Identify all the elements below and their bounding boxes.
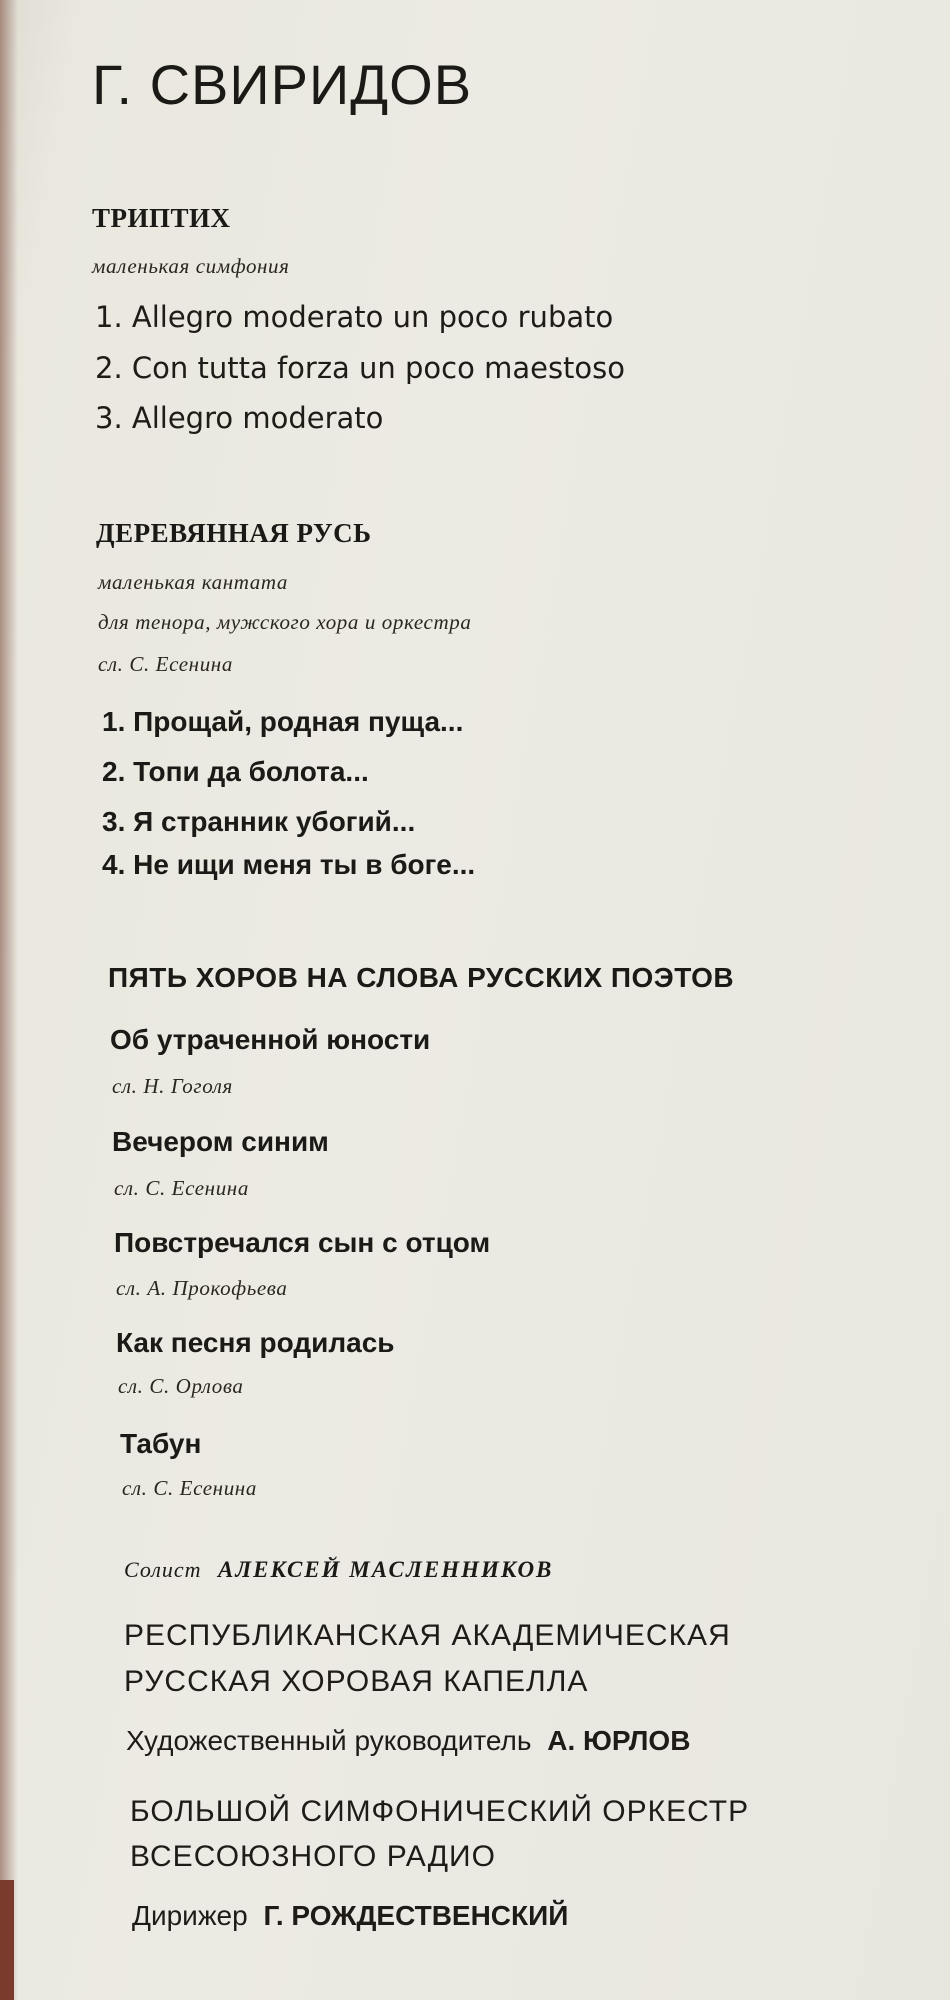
soloist-label: Солист (124, 1557, 202, 1582)
conductor-line (132, 1900, 568, 1932)
section-subtitle-triptych: маленькая симфония (92, 254, 290, 278)
composer-name: Г. СВИРИДОВ (92, 53, 473, 116)
section-subtitle-wooden-rus: маленькая кантата (98, 570, 288, 594)
chorus-title: Вечером синим (112, 1126, 329, 1157)
song-item: 1. Прощай, родная пуща... (102, 706, 464, 737)
orchestra-name-line1: БОЛЬШОЙ СИМФОНИЧЕСКИЙ ОРКЕСТР (130, 1795, 750, 1828)
orchestra-name-line2: ВСЕСОЮЗНОГО РАДИО (130, 1840, 496, 1873)
choir-director-label: Художественный руководитель (126, 1725, 532, 1756)
section-title-wooden-rus: ДЕРЕВЯННАЯ РУСЬ (96, 518, 372, 548)
movement-item: 2. Con tutta forza un poco maestoso (95, 351, 626, 385)
soloist-name: АЛЕКСЕЙ МАСЛЕННИКОВ (217, 1557, 554, 1582)
chorus-lyricist: сл. С. Есенина (114, 1176, 249, 1200)
chorus-lyricist: сл. А. Прокофьева (116, 1276, 288, 1300)
chorus-lyricist: сл. С. Орлова (118, 1374, 244, 1398)
section-title-five-choruses: ПЯТЬ ХОРОВ НА СЛОВА РУССКИХ ПОЭТОВ (108, 962, 735, 993)
chorus-title: Повстречался сын с отцом (114, 1227, 491, 1258)
section-lyricist-wooden-rus: сл. С. Есенина (98, 652, 233, 676)
section-title-triptych: ТРИПТИХ (92, 203, 231, 233)
chorus-title: Табун (120, 1428, 202, 1459)
chorus-title: Об утраченной юности (110, 1024, 431, 1055)
page-edge-shadow (0, 0, 18, 2000)
chorus-lyricist: сл. С. Есенина (122, 1476, 257, 1500)
chorus-title: Как песня родилась (116, 1327, 395, 1358)
movement-item: 3. Allegro moderato (95, 401, 384, 435)
chorus-lyricist: сл. Н. Гоголя (112, 1074, 233, 1098)
choir-name-line2: РУССКАЯ ХОРОВАЯ КАПЕЛЛА (124, 1665, 589, 1698)
conductor-name: Г. РОЖДЕСТВЕНСКИЙ (263, 1900, 569, 1931)
choir-director-name: А. ЮРЛОВ (547, 1725, 691, 1756)
soloist-line (124, 1557, 553, 1583)
choir-director-line (126, 1725, 690, 1757)
conductor-label: Дирижер (132, 1900, 248, 1931)
movement-item: 1. Allegro moderato un poco rubato (95, 300, 614, 334)
song-item: 3. Я странник убогий... (102, 806, 416, 837)
page-edge-background (0, 1880, 14, 2000)
song-item: 2. Топи да болота... (102, 756, 369, 787)
song-item: 4. Не ищи меня ты в боге... (102, 849, 476, 880)
choir-name-line1: РЕСПУБЛИКАНСКАЯ АКАДЕМИЧЕСКАЯ (124, 1619, 731, 1652)
section-subtitle2-wooden-rus: для тенора, мужского хора и оркестра (98, 610, 472, 634)
